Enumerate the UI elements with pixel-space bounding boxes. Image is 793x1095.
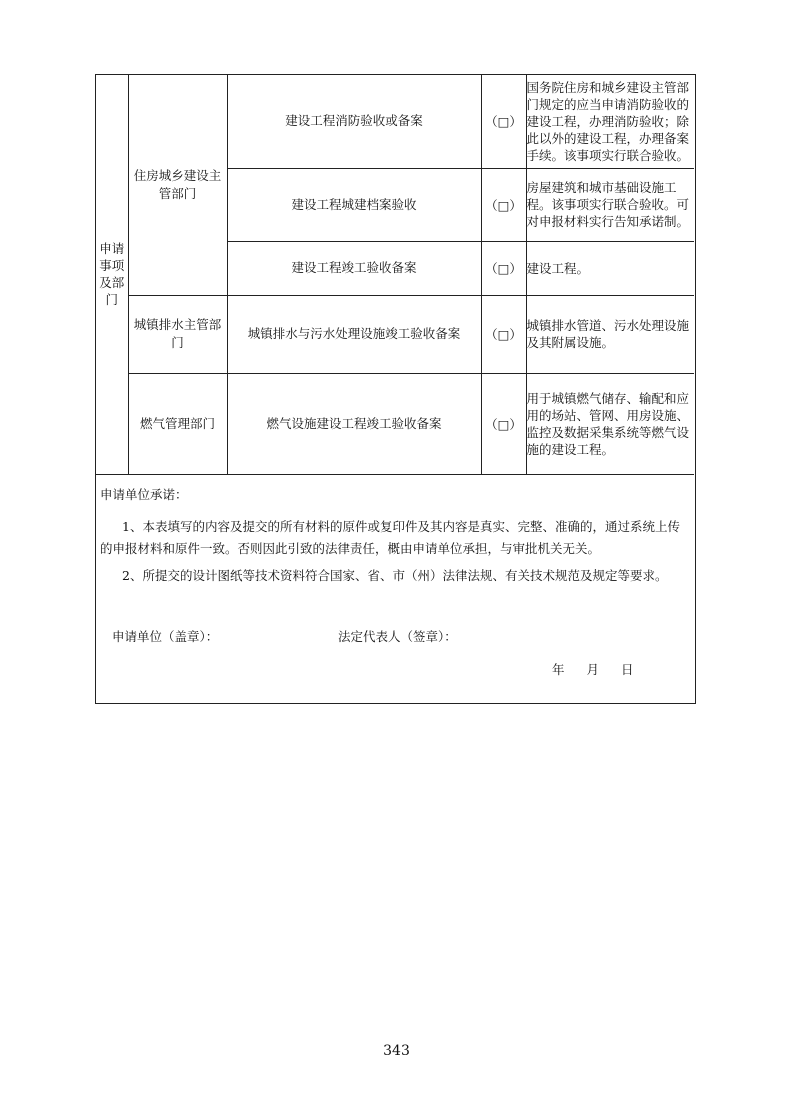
- application-items-table: [96, 75, 694, 475]
- note-cell: [526, 168, 694, 241]
- pledge-item-1: 1、本表填写的内容及提交的所有材料的原件或复印件及其内容是真实、完整、准确的，通过系统上传的申报材料和原件一致。否则因此引致的法律责任，概由申请单位承担，与审批机关无关。: [100, 519, 680, 556]
- dept-label: 住房城乡建设主管部门: [133, 167, 222, 201]
- page-number: 343: [383, 1043, 410, 1059]
- note-text: 国务院住房和城乡建设主管部门规定的应当申请消防验收的建设工程，办理消防验收；除此以外的建设工程，办理备案手续。该事项实行联合验收。: [526, 79, 690, 163]
- checkbox-cell[interactable]: [481, 295, 526, 373]
- note-cell: [526, 241, 694, 295]
- item-cell: [227, 75, 481, 168]
- checkbox-marker[interactable]: （□）: [485, 261, 522, 276]
- dept-label: 城镇排水主管部门: [133, 317, 222, 350]
- side-label: 申请事项及部门: [99, 241, 125, 308]
- date-label: 年 月 日: [552, 662, 634, 677]
- pledge-section: [96, 474, 694, 703]
- dept-label: 燃气管理部门: [139, 415, 215, 431]
- item-cell: [227, 295, 481, 373]
- checkbox-cell[interactable]: [481, 168, 526, 241]
- item-label: 建设工程城建档案验收: [291, 196, 417, 212]
- item-label: 建设工程竣工验收备案: [291, 260, 417, 275]
- note-cell: [526, 75, 694, 168]
- item-label: 建设工程消防验收或备案: [285, 113, 423, 129]
- dept-cell-gas: [128, 373, 227, 474]
- note-cell: [526, 295, 694, 373]
- note-text: 用于城镇燃气储存、输配和应用的场站、管网、用房设施、监控及数据采集系统等燃气设施的建设工程。: [526, 390, 690, 457]
- checkbox-marker[interactable]: （□）: [485, 416, 522, 432]
- applicant-seal-label: 申请单位（盖章）：: [112, 629, 219, 644]
- dept-cell-drainage: [128, 295, 227, 373]
- note-text: 城镇排水管道、污水处理设施及其附属设施。: [526, 318, 690, 350]
- checkbox-cell[interactable]: [481, 373, 526, 474]
- item-label: 城镇排水与污水处理设施竣工验收备案: [247, 326, 461, 341]
- checkbox-cell[interactable]: [481, 241, 526, 295]
- pledge-title: 申请单位承诺：: [100, 487, 188, 502]
- note-text: 建设工程。: [526, 260, 590, 276]
- representative-signature-label: 法定代表人（签章）：: [338, 629, 457, 644]
- pledge-item-2: 2、所提交的设计图纸等技术资料符合国家、省、市（州）法律法规、有关技术规范及规定等要求。: [122, 568, 668, 583]
- item-label: 燃气设施建设工程竣工验收备案: [266, 415, 442, 431]
- note-text: 房屋建筑和城市基础设施工程。该事项实行联合验收。可对申报材料实行告知承诺制。: [526, 180, 690, 229]
- item-cell: [227, 373, 481, 474]
- checkbox-marker[interactable]: （□）: [485, 197, 522, 213]
- item-cell: [227, 241, 481, 295]
- note-cell: [526, 373, 694, 474]
- checkbox-marker[interactable]: （□）: [485, 114, 522, 130]
- application-form: [95, 74, 696, 704]
- item-cell: [227, 168, 481, 241]
- checkbox-marker[interactable]: （□）: [485, 327, 522, 342]
- dept-cell-housing: [128, 75, 227, 295]
- side-label-cell: [96, 75, 128, 474]
- checkbox-cell[interactable]: [481, 75, 526, 168]
